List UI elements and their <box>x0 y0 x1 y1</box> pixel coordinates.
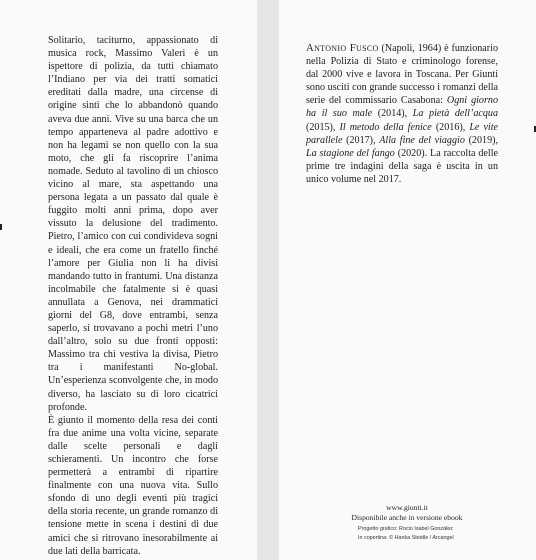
cover-credits <box>358 525 508 543</box>
fold-mark-left <box>0 224 2 230</box>
publisher-info <box>292 503 522 523</box>
bio-text: (2014), <box>372 108 413 120</box>
design-credit: Progetto grafico: Rocio Isabel González <box>358 526 453 532</box>
book-title: Ogni giorno ha il suo male <box>306 95 499 120</box>
bio-text: (Napoli, 1964) è funzionario nella Polizia di Stato e criminologo forense, dal 2000 vive e lavora in Toscana. Per Giunti sono usciti con grande successo i romanzi della serie del commissario Casabona: <box>306 43 498 107</box>
left-flap <box>0 0 257 560</box>
bio-text: (2015), <box>306 121 340 133</box>
book-title: Alla fine del viaggio <box>379 134 465 146</box>
author-bio <box>306 42 498 186</box>
synopsis-text <box>48 34 218 558</box>
publisher-website: www.giunti.it <box>386 503 428 512</box>
bio-text: (2016), <box>431 121 470 133</box>
book-title: La stagione del fango <box>306 147 395 159</box>
bio-text: (2017), <box>342 134 380 146</box>
ebook-note: Disponibile anche in versione ebook <box>351 512 463 522</box>
bio-text: (2020). La raccolta delle prime tre indagini della saga è uscita in un unico volume nel 2017. <box>306 147 498 185</box>
book-title: Le vite parallele <box>306 121 499 146</box>
cover-credit: In copertina: © Hanka Steidle / Arcangel <box>358 535 454 542</box>
bio-text: (2019), <box>464 134 499 146</box>
book-title: La pietà dell’acqua <box>412 108 499 120</box>
author-name: Antonio Fusco <box>306 42 379 54</box>
synopsis-paragraph-1: Solitario, taciturno, appassionato di musica rock, Massimo Valeri è un ispettore di polizia, da tutti chiamato l’Indiano per via dei tratti somatici ereditati dalla madre, una circense di origine sinti che lo abbandonò quando aveva due anni. Vive su una barca che un tempo apparteneva al padre adottivo e non ha legami se non quello con la sua moto, che gli fa riscoprire l’anima nomade. Seduto al tavolino di un chiosco vicino al mare, sta aspettando una persona legata a un passato dal quale è fuggito molti anni prima, dopo aver vissuto la delusione del tradimento. Pietro, l’amico con cui condivideva sogni e ideali, che era come un fratello finché l’amore per Giulia non li ha divisi mandando tutto in frantumi. Una distanza incolmabile che fatalmente si è quasi annullata a Genova, nei drammatici giorni del G8, dove entrambi, senza saperlo, si trovavano a pochi metri l’uno dall’altro, solo su due fronti opposti: Massimo tra chi vestiva la divisa, Pietro tra i manifestanti No-global. Un’esperienza sconvolgente che, in modo diverso, ha lasciato su di loro cicatrici profonde. <box>48 35 218 413</box>
book-title: Il metodo della fenice <box>339 121 432 133</box>
synopsis-paragraph-2: È giunto il momento della resa dei conti fra due anime una volta vicine, separate dalle scelte personali e dagli schieramenti. Un incontro che forse permetterà a entrambi di ripartire finalmente con una nuova vita. Sullo sfondo di uno degli eventi più tragici della storia recente, un grande romanzo di tensione mette in scena i destini di due amici che si ritrovano inesorabilmente ai due lati della barricata. <box>48 414 218 557</box>
